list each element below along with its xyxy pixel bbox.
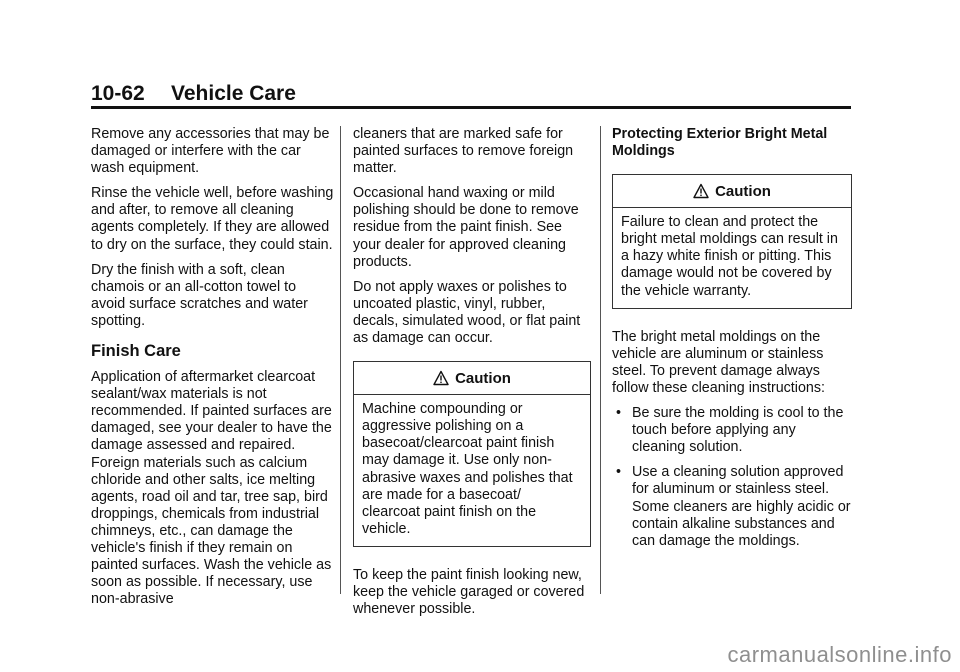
caution-box xyxy=(612,174,852,308)
list-item xyxy=(612,405,852,456)
paragraph: Remove any accessories that may be damaged or interfere with the car wash equipment. xyxy=(91,126,330,177)
caution-text: Machine compounding or aggressive polishing on a basecoat/clearcoat paint finish may damage it. Use only non-abrasive waxes and polishes that are made for a basecoat/ clearcoat paint finish on the vehicle. xyxy=(362,401,573,537)
column-divider xyxy=(600,126,601,594)
warning-icon xyxy=(693,183,709,199)
paragraph: Occasional hand waxing or mild polishing should be done to remove residue from the paint finish. See your dealer for approved cleaning products. xyxy=(353,185,579,270)
paragraph: To keep the paint finish looking new, keep the vehicle garaged or covered whenever possible. xyxy=(353,566,585,618)
column-3 xyxy=(612,126,852,558)
paragraph: Application of aftermarket clearcoat sealant/wax materials is not recommended. If painted surfaces are damaged, see your dealer to have the damage assessed and repaired. Foreign materials such as calcium chloride and other salts, ice melting agents, road oil and tar, tree sap, bird droppings, chemicals from industrial chimneys, etc., can damage the vehicle's finish if they remain on painted surfaces. Wash the vehicle as soon as possible. If necessary, use non-abrasive xyxy=(91,369,332,608)
watermark: carmanualsonline.info xyxy=(727,642,952,667)
chapter-title: Vehicle Care xyxy=(171,82,296,105)
caution-header xyxy=(613,175,851,208)
bullet-list xyxy=(612,405,852,550)
caution-box xyxy=(353,361,591,547)
list-item xyxy=(612,464,852,549)
column-divider xyxy=(340,126,341,594)
column-1 xyxy=(91,126,334,616)
bullet-icon: • xyxy=(616,464,622,481)
paragraph: Do not apply waxes or polishes to uncoated plastic, vinyl, rubber, decals, simulated wood, or flat paint as damage can occur. xyxy=(353,278,581,347)
caution-header xyxy=(354,362,590,395)
list-item-text: Use a cleaning solution approved for aluminum or stainless steel. Some cleaners are highly acidic or contain alkaline substances and can damage the moldings. xyxy=(632,464,851,549)
paragraph: Dry the finish with a soft, clean chamois or an all-cotton towel to avoid surface scratches and water spotting. xyxy=(91,261,308,329)
column-2 xyxy=(353,126,591,626)
caution-title: Caution xyxy=(715,182,771,200)
caution-text: Failure to clean and protect the bright metal moldings can result in a hazy white finish or pitting. This damage would not be covered by the vehicle warranty. xyxy=(621,214,838,299)
warning-icon xyxy=(433,370,449,386)
list-item-text: Be sure the molding is cool to the touch before applying any cleaning solution. xyxy=(632,405,844,456)
header-rule xyxy=(91,106,851,109)
paragraph: The bright metal moldings on the vehicle are aluminum or stainless steel. To prevent damage always follow these cleaning instructions: xyxy=(612,328,825,396)
bullet-icon: • xyxy=(616,405,622,422)
paragraph: cleaners that are marked safe for painted surfaces to remove foreign matter. xyxy=(353,126,574,177)
page-header xyxy=(91,82,851,106)
page-number: 10-62 xyxy=(91,82,145,105)
section-heading-finish-care: Finish Care xyxy=(91,342,181,361)
caution-title: Caution xyxy=(455,369,511,387)
paragraph: Rinse the vehicle well, before washing and after, to remove all cleaning agents completely. If they are allowed to dry on the surface, they could stain. xyxy=(91,185,334,253)
subheading-bright-metal-moldings: Protecting Exterior Bright Metal Moldings xyxy=(612,126,828,160)
